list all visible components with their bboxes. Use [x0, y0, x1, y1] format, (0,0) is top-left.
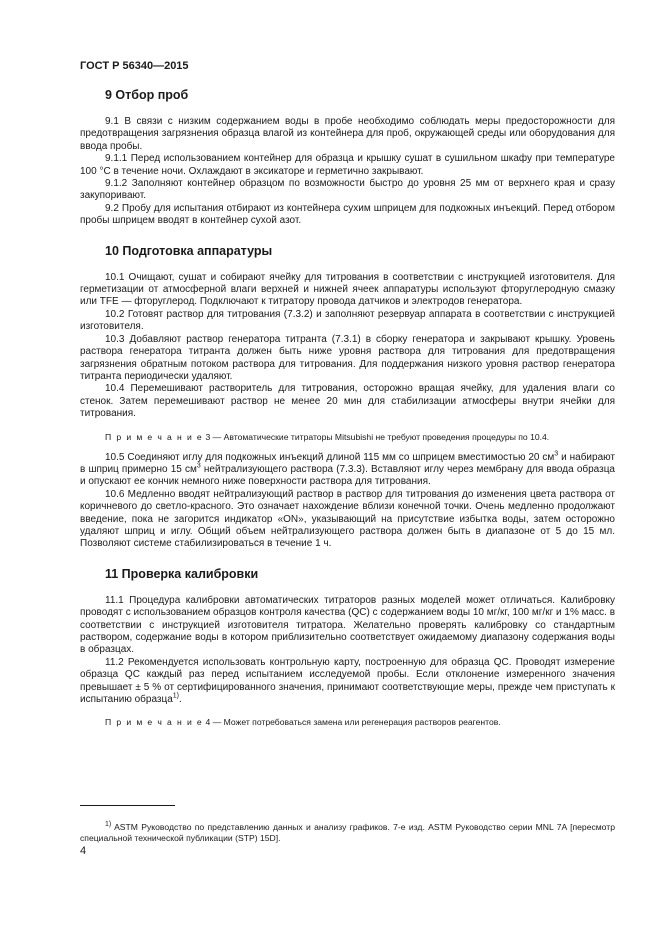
paragraph-9-1-2: 9.1.2 Заполняют контейнер образцом по возможности быстро до уровня 25 мм от верхнего края и сразу закупоривают.	[80, 178, 615, 202]
paragraph-10-6: 10.6 Медленно вводят нейтрализующий раствор в раствор для титрования до изменения цвета раствора от коричневого до светло-красного. Это означает нахождение вблизи конечной точки. Очень медленно продолжают введение, пока не загорится индикатор «ON», указывающий на присутствие избытка воды, затем осторожно удаляют шприц и иглу. Общий объем нейтрализующего раствора должен быть в диапазоне от 5 до 15 мл. Позволяют системе стабилизироваться в течение 1 ч.	[80, 488, 615, 550]
footnote-reference: 1)	[172, 692, 180, 700]
note-4-label: П р и м е ч а н и е	[105, 717, 204, 728]
document-header: ГОСТ Р 56340—2015	[80, 60, 189, 72]
section-9-title: 9 Отбор проб	[105, 88, 189, 102]
paragraph-10-3: 10.3 Добавляют раствор генератора титранта (7.3.1) в сборку генератора и закрывают крышку. Уровень раствора генератора титранта должен быть ниже уровня раствора для титрования для предотвращения загрязнения обратным потоком раствора для титрования. Для поддержания низкого уровня раствор генератора титранта периодически удаляют.	[80, 333, 615, 382]
paragraph-10-5: 10.5 Соединяют иглу для подкожных инъекций длиной 115 мм со шприцем вместимостью 20 $см^3$ и набирают в шприц примерно 15 $см^3$ нейтрализующего раствора (7.3.3). Вставляют иглу через мембрану для ввода образца и опускают ее кончик немного ниже поверхности раствора для титрования.	[80, 450, 615, 488]
footnote-text: ASTM Руководство по представлению данных и анализу графиков. 7-е изд. ASTM Руководство серии MNL 7A [пересмотр специальной технической публикации (STP) 15D].	[80, 821, 615, 843]
footnote-marker: 1)	[105, 820, 112, 828]
paragraph-10-4: 10.4 Перемешивают растворитель для титрования, осторожно вращая ячейку, для удаления влаги со стенок. Затем перемешивают раствор не менее 20 мин для стабилизации атмосферы внутри ячейки для титрования.	[80, 383, 615, 420]
footnote-divider	[80, 805, 175, 806]
note-3	[105, 432, 615, 443]
paragraph-11-1: 11.1 Процедура калибровки автоматических титраторов разных моделей может отличаться. Калибровку проводят с использованием образцов контроля качества (QC) с содержанием воды 10 мг/кг, 100 мг/кг и 1% масс. в соответствии с инструкцией изготовителя титратора. Желательно проверять калибровку со стандартным раствором, содержание воды в котором приблизительно соответствует ожидаемому диапазону содержания воды в образцах.	[80, 594, 615, 656]
note-4	[105, 717, 615, 728]
section-10-title: 10 Подготовка аппаратуры	[105, 243, 273, 258]
paragraph-10-2: 10.2 Готовят раствор для титрования (7.3.2) и заполняют резервуар аппарата в соответствии с инструкцией изготовителя.	[80, 308, 615, 333]
section-11-title: 11 Проверка калибровки	[105, 566, 259, 581]
paragraph-9-1-1: 9.1.1 Перед использованием контейнер для образца и крышку сушат в сушильном шкафу при температуре 100 °С в течение ночи. Охлаждают в эксикаторе и герметично закрывают.	[80, 153, 615, 177]
page-content	[80, 88, 615, 737]
paragraph-9-2: 9.2 Пробу для испытания отбирают из контейнера сухим шприцем для подкожных инъекций. Перед отбором пробы шприцем вводят в контейнер сухой азот.	[80, 202, 615, 227]
note-3-label: П р и м е ч а н и е	[105, 431, 204, 442]
paragraph-10-1: 10.1 Очищают, сушат и собирают ячейку для титрования в соответствии с инструкцией изготовителя. Для герметизации от атмосферной влаги верхней и нижней ячеек аппаратуры используют фторуглеродную смазку или TFE — фторуглерод. Подключают к титратору провода датчиков и электродов генератора.	[80, 271, 615, 308]
paragraph-11-2: 11.2 Рекомендуется использовать контрольную карту, построенную для образца QC. Проводят измерение образца QC каждый раз перед испытанием исследуемой пробы. Если отклонение измеренного значения превышает ± 5 % от сертифицированного значения, принимают соответствующие меры, прежде чем приступать к испытанию образца$^{1)}$.	[80, 656, 615, 706]
note-3-text: 3 — Автоматические титраторы Mitsubishi не требуют проведения процедуры по 10.4.	[203, 431, 550, 442]
paragraph-9-1: 9.1 В связи с низким содержанием воды в пробе необходимо соблюдать меры предосторожности для предотвращения загрязнения образца влагой из контейнера для проб, окружающей среды или оборудования для ввода пробы.	[80, 116, 615, 152]
page-number: 4	[80, 845, 87, 857]
note-4-text: 4 — Может потребоваться замена или регенерация растворов реагентов.	[203, 717, 501, 728]
footnote	[80, 822, 615, 844]
